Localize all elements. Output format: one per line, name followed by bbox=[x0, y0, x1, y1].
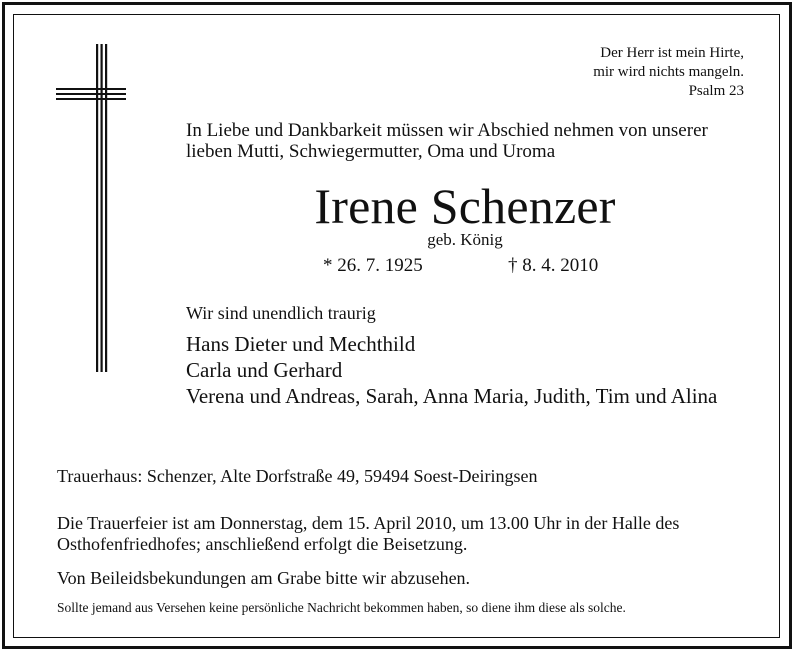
mourners-intro: Wir sind unendlich traurig bbox=[186, 303, 376, 323]
deceased-name: Irene Schenzer bbox=[314, 178, 616, 234]
mourners-list bbox=[186, 332, 746, 410]
mourner-line: Carla und Gerhard bbox=[186, 358, 343, 382]
mourner-line: Hans Dieter und Mechthild bbox=[186, 332, 416, 356]
intro-text: In Liebe und Dankbarkeit müssen wir Abschied nehmen von unserer lieben Mutti, Schwiegermutter, Oma und Uroma bbox=[186, 120, 708, 162]
psalm-line-1: Der Herr ist mein Hirte, bbox=[600, 45, 744, 61]
funeral-service-info: Die Trauerfeier ist am Donnerstag, dem 15. April 2010, um 13.00 Uhr in der Halle des Osthofenfriedhofes; anschließend erfolgt die Beisetzung. bbox=[57, 513, 680, 554]
psalm-quote bbox=[593, 44, 744, 101]
birth-date: * 26. 7. 1925 bbox=[323, 255, 423, 276]
maiden-name: geb. König bbox=[427, 230, 503, 249]
mourning-house-address: Trauerhaus: Schenzer, Alte Dorfstraße 49, 59494 Soest-Deiringsen bbox=[57, 466, 538, 486]
cross-icon bbox=[52, 44, 128, 374]
mourner-line: Verena und Andreas, Sarah, Anna Maria, Judith, Tim und Alina bbox=[186, 384, 718, 408]
psalm-line-2: mir wird nichts mangeln. bbox=[593, 64, 744, 80]
condolence-note: Von Beileidsbekundungen am Grabe bitte wir abzusehen. bbox=[57, 568, 471, 588]
notification-note: Sollte jemand aus Versehen keine persönliche Nachricht bekommen haben, so diene ihm diese als solche. bbox=[57, 600, 626, 615]
psalm-reference: Psalm 23 bbox=[688, 83, 744, 99]
death-date: † 8. 4. 2010 bbox=[508, 255, 599, 276]
